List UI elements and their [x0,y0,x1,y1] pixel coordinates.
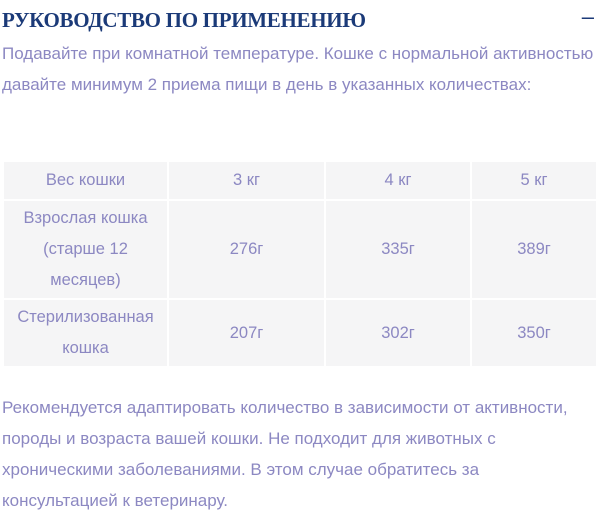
table-cell: 389г [471,200,597,299]
minus-icon[interactable]: – [581,4,594,29]
table-cell: 335г [325,200,471,299]
section-header[interactable] [2,4,598,36]
header-cell: 3 кг [168,161,325,200]
table-row [3,299,597,367]
table-cell: 276г [168,200,325,299]
intro-text: Подавайте при комнатной температуре. Кошке с нормальной активностью давайте минимум 2 приема пищи в день в указанных количествах: [2,44,594,94]
table-cell: 350г [471,299,597,367]
table-cell: 302г [325,299,471,367]
table-cell: 207г [168,299,325,367]
header-cell: 5 кг [471,161,597,200]
table-row [3,200,597,299]
header-cell: 4 кг [325,161,471,200]
table-header-row [3,161,597,200]
section-title: РУКОВОДСТВО ПО ПРИМЕНЕНИЮ [2,8,366,32]
row-label: Стерилизованная кошка [3,299,168,367]
header-cell: Вес кошки [3,161,168,200]
row-label: Взрослая кошка (старше 12 месяцев) [3,200,168,299]
outro-text: Рекомендуется адаптировать количество в зависимости от активности, породы и возраста вашей кошки. Не подходит для животных с хроническими заболеваниями. В этом случае обратитесь за консультацией к ветеринару. [2,398,568,510]
feeding-table [2,160,598,368]
